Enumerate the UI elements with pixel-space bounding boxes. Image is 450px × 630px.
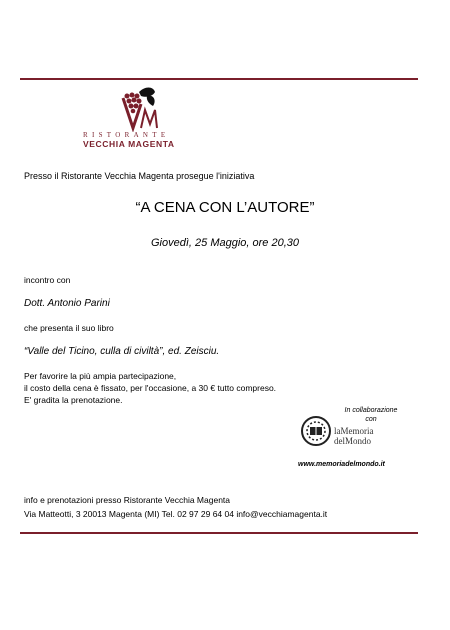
collaboration-url: www.memoriadelmondo.it: [298, 461, 385, 468]
footer-line: info e prenotazioni presso Ristorante Vecchia Magenta: [24, 495, 231, 505]
collaboration-label-line: In collaborazione: [344, 407, 398, 414]
meet-label: incontro con: [24, 275, 71, 285]
collaboration-label-line: con: [365, 416, 377, 423]
collaboration-partner-name: [334, 426, 374, 446]
intro-text: Presso il Ristorante Vecchia Magenta prosegue l'iniziativa: [24, 171, 255, 181]
details-line: il costo della cena è fissato, per l'occasione, a 30 € tutto compreso.: [24, 383, 277, 393]
details-line: Per favorire la più ampia partecipazione,: [24, 371, 177, 381]
book-title: “Valle del Ticino, culla di civiltà”, ed. Zeisciu.: [24, 346, 220, 357]
footer-line: Via Matteotti, 3 20013 Magenta (MI) Tel. 02 97 29 64 04 info@vecchiamagenta.it: [24, 509, 328, 519]
vm-monogram-logo: [83, 84, 198, 132]
top-divider: [20, 78, 418, 80]
bottom-divider: [20, 532, 418, 534]
event-date: Giovedì, 25 Maggio, ore 20,30: [151, 237, 299, 249]
presents-label: che presenta il suo libro: [24, 323, 114, 333]
partner-name-line: laMemoria: [334, 426, 374, 436]
details-line: E' gradita la prenotazione.: [24, 395, 123, 405]
collaboration-block: [298, 406, 408, 476]
footer-contact: [24, 493, 327, 521]
restaurant-logo: [83, 84, 198, 154]
details-paragraph: [24, 370, 276, 406]
partner-name-line: delMondo: [334, 436, 371, 446]
logo-wordmark-top: RISTORANTE: [83, 131, 170, 139]
author-name: Dott. Antonio Parini: [24, 298, 110, 309]
event-title: “A CENA CON L’AUTORE”: [135, 199, 315, 216]
collaboration-label: [336, 406, 406, 424]
logo-wordmark-bottom: VECCHIA MAGENTA: [83, 139, 175, 149]
memoria-del-mondo-logo-icon: [300, 415, 332, 447]
